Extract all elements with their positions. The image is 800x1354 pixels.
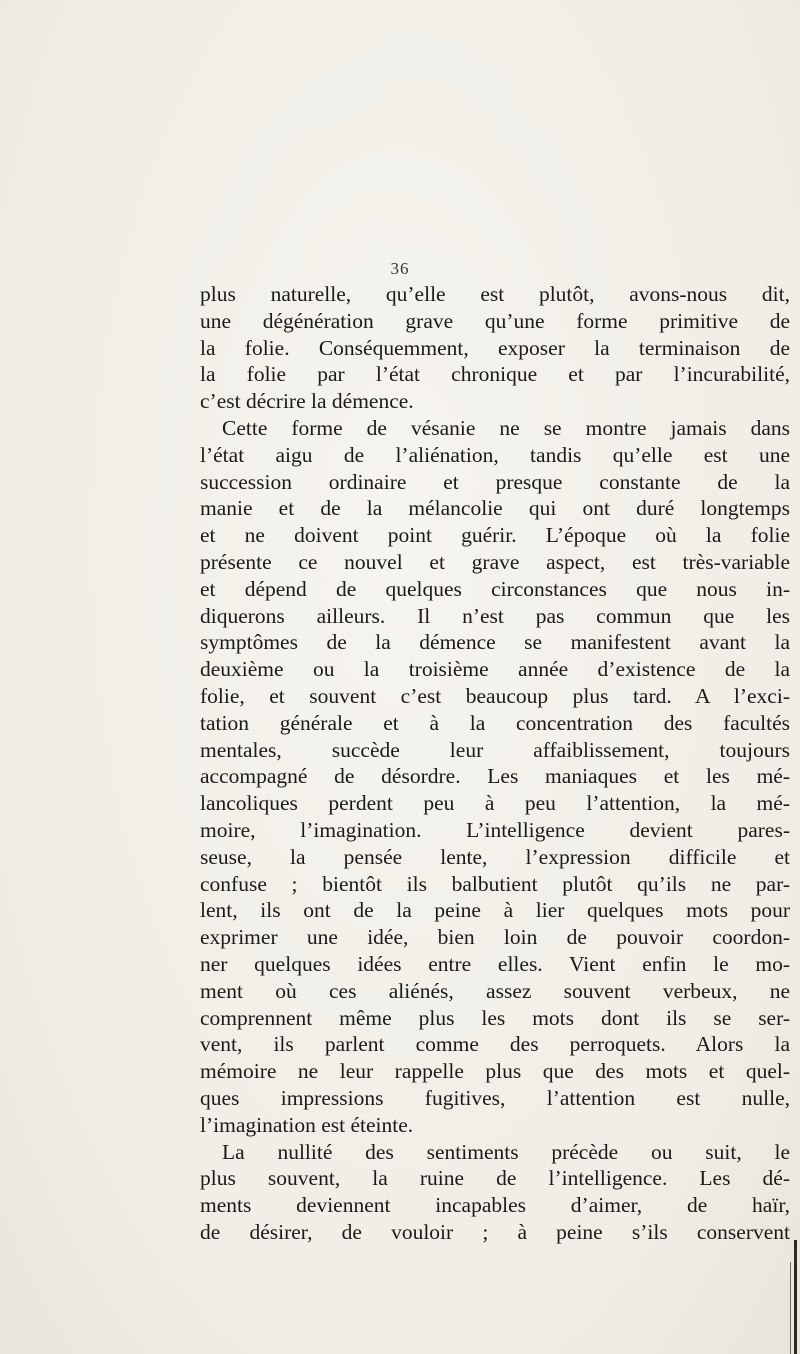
- text-line: mentales, succède leur affaiblissement, toujours: [200, 737, 790, 762]
- text-line: manie et de la mélancolie qui ont duré longtemps: [200, 496, 790, 521]
- paragraph: [200, 415, 800, 1139]
- text-line: ment où ces aliénés, assez souvent verbeux, ne: [200, 978, 790, 1003]
- text-line: mémoire ne leur rappelle plus que des mots et quel-: [200, 1059, 790, 1084]
- text-line: Cette forme de vésanie ne se montre jamais dans: [222, 415, 790, 440]
- text-line: lancoliques perdent peu à peu l’attention, la mé-: [200, 791, 790, 816]
- text-line: une dégénération grave qu’une forme primitive de: [200, 308, 790, 333]
- paragraph: [200, 281, 800, 415]
- text-line: vent, ils parlent comme des perroquets. Alors la: [200, 1032, 790, 1057]
- text-line: exprimer une idée, bien loin de pouvoir coordon-: [200, 925, 790, 950]
- text-line: seuse, la pensée lente, l’expression difficile et: [200, 844, 790, 869]
- text-line: ner quelques idées entre elles. Vient enfin le mo-: [200, 951, 790, 976]
- text-line: plus souvent, la ruine de l’intelligence. Les dé-: [200, 1166, 790, 1191]
- text-line: moire, l’imagination. L’intelligence devient pares-: [200, 817, 790, 842]
- text-line: confuse ; bientôt ils balbutient plutôt qu’ils ne par-: [200, 871, 790, 896]
- text-line: deuxième ou la troisième année d’existence de la: [200, 657, 790, 682]
- text-line: présente ce nouvel et grave aspect, est très-variable: [200, 549, 790, 574]
- text-line: ques impressions fugitives, l’attention est nulle,: [200, 1085, 790, 1110]
- body-text: [200, 281, 800, 1246]
- text-line: folie, et souvent c’est beaucoup plus tard. A l’exci-: [200, 683, 790, 708]
- text-line: l’état aigu de l’aliénation, tandis qu’elle est une: [200, 442, 790, 467]
- paragraph: [200, 1139, 800, 1246]
- text-line: succession ordinaire et presque constante de la: [200, 469, 790, 494]
- text-line: l’imagination est éteinte.: [200, 1112, 414, 1137]
- text-line: c’est décrire la démence.: [200, 389, 414, 414]
- text-line: de désirer, de vouloir ; à peine s’ils conservent: [200, 1219, 790, 1244]
- page-edge-line: [790, 1262, 791, 1354]
- text-line: accompagné de désordre. Les maniaques et les mé-: [200, 764, 790, 789]
- text-line: diquerons ailleurs. Il n’est pas commun que les: [200, 603, 790, 628]
- text-line: symptômes de la démence se manifestent avant la: [200, 630, 790, 655]
- text-line: et dépend de quelques circonstances que nous in-: [200, 576, 790, 601]
- text-line: la folie. Conséquemment, exposer la terminaison de: [200, 335, 790, 360]
- text-line: la folie par l’état chronique et par l’incurabilité,: [200, 362, 790, 387]
- text-line: plus naturelle, qu’elle est plutôt, avons-nous dit,: [200, 282, 790, 306]
- text-line: tation générale et à la concentration des facultés: [200, 710, 790, 735]
- text-line: La nullité des sentiments précède ou suit, le: [222, 1139, 790, 1164]
- text-line: comprennent même plus les mots dont ils se ser-: [200, 1005, 790, 1030]
- page-number: 36: [390, 259, 410, 278]
- text-line: et ne doivent point guérir. L’époque où la folie: [200, 523, 790, 548]
- text-line: lent, ils ont de la peine à lier quelques mots pour: [200, 898, 790, 923]
- text-line: ments deviennent incapables d’aimer, de haïr,: [200, 1193, 790, 1218]
- page-edge-shadow: [794, 1240, 797, 1354]
